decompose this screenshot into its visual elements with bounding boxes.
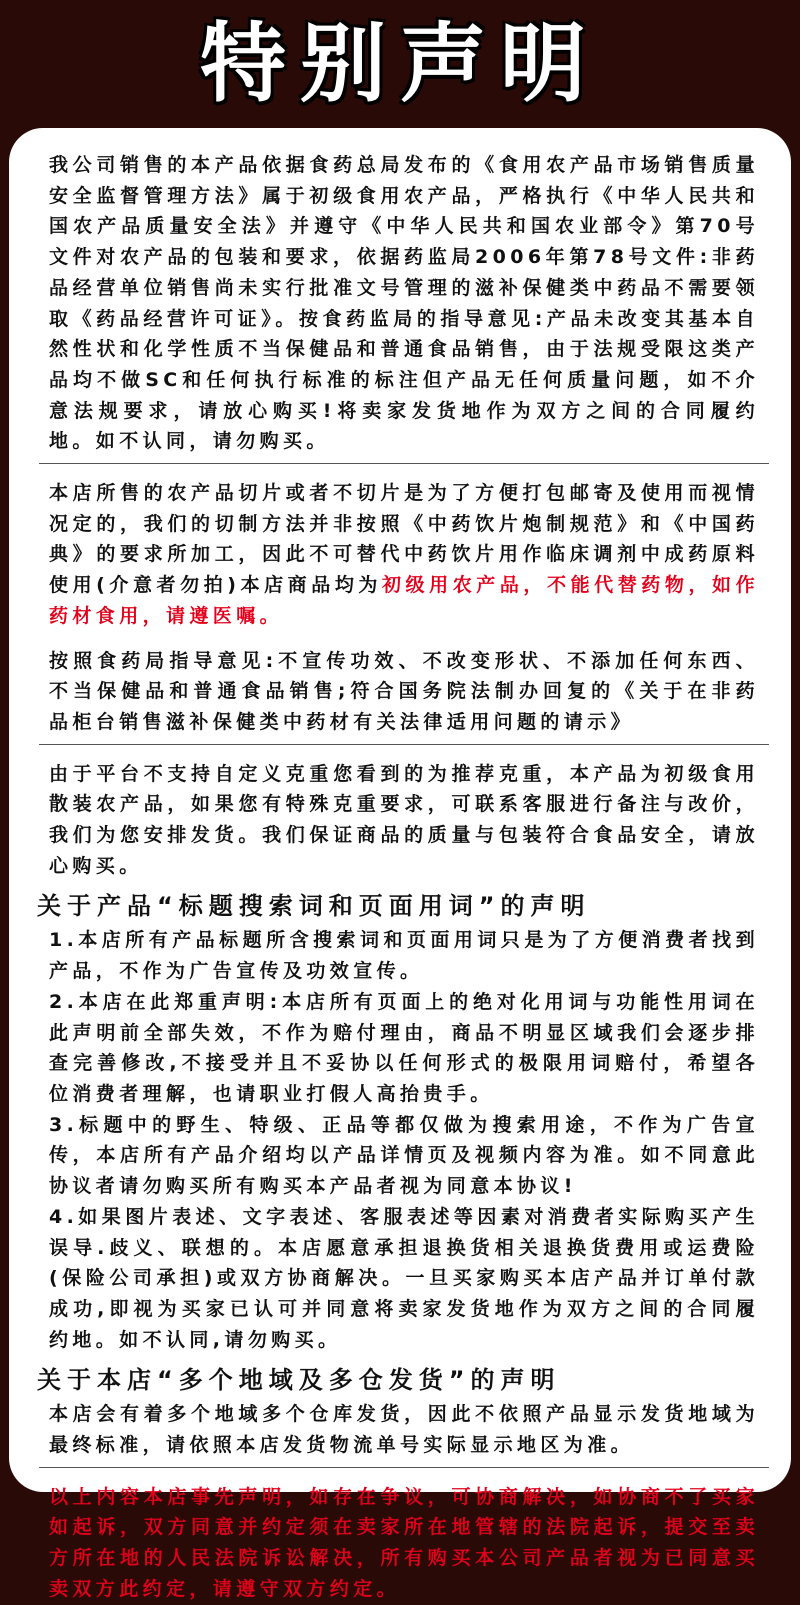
- section-heading-2: 关于本店“多个地域及多仓发货”的声明: [37, 1366, 561, 1395]
- spacer: [49, 632, 759, 646]
- statement-paragraph-1: 我公司销售的本产品依据食药总局发布的《食用农产品市场销售质量安全监督管理方法》属于初级食用农产品，严格执行《中华人民共和国农产品质量安全法》并遵守《中华人民共和国农业部令》第70号文件对农产品的包装和要求，依据药监局2006年第78号文件:非药品经营单位销售尚未实行批准文号管理的滋补保健类中药品不需要领取《药品经营许可证》。按食药监局的指导意见:产品未改变其基本自然性状和化学性质不当保健品和普通食品销售，由于法规受限这类产品均不做SC和任何执行标准的标注但产品无任何质量问题，如不介意法规要求，请放心购买!将卖家发货地作为双方之间的合同履约地。如不认同，请勿购买。: [49, 154, 759, 453]
- list-item-4: 4.如果图片表述、文字表述、客服表述等因素对消费者实际购买产生误导.歧义、联想的。本店愿意承担退换货相关退换货费用或运费险(保险公司承担)或双方协商解决。一旦买家购买本店产品并订单付款成功,即视为买家已认可并同意将卖家发货地作为双方之间的合同履约地。如不认同,请勿购买。: [49, 1205, 759, 1351]
- section-heading-1: 关于产品“标题搜索词和页面用词”的声明: [37, 892, 591, 921]
- statement-paragraph-3: 按照食药局指导意见:不宣传功效、不改变形状、不添加任何东西、不当保健品和普通食品销售;符合国务院法制办回复的《关于在非药品柜台销售滋补保健类中药材有关法律适用问题的请示》: [49, 649, 759, 733]
- paragraph-2-text: 本店所售的农产品切片或者不切片是为了方便打包邮寄及使用而视情况定的，我们的切制方法并非按照《中药饮片炮制规范》和《中国药典》的要求所加工，因此不可替代中药饮片用作临床调剂中成药原料使用(介意者勿拍)本店商品均为: [49, 482, 759, 597]
- list-item-3: 3.标题中的野生、特级、正品等都仅做为搜索用途，不作为广告宣传，本店所有产品介绍均以产品详情页及视频内容为准。如不同意此协议者请勿购买所有购买本产品者视为同意本协议!: [49, 1113, 759, 1198]
- divider: [39, 1467, 769, 1468]
- statement-card: [9, 128, 791, 1600]
- divider: [39, 463, 769, 464]
- paragraph-2-red-text: 初级用农产品，不能代替药物，如作药材食用，请遵医嘱。: [49, 574, 759, 627]
- list-item-2: 2.本店在此郑重声明:本店所有页面上的绝对化用词与功能性用词在此声明前全部失效，不作为赔付理由，商品不明显区域我们会逐步排查完善修改,不接受并且不妥协以任何形式的极限用词赔付，希望各位消费者理解，也请职业打假人高抬贵手。: [49, 990, 759, 1105]
- statement-paragraph-6: 以上内容本店事先声明，如存在争议，可协商解决，如协商不了买家如起诉，双方同意并约定须在卖家所在地管辖的法院起诉，提交至卖方所在地的人民法院诉讼解决，所有购买本公司产品者视为已同意买卖双方此约定，请遵守双方约定。: [49, 1485, 759, 1600]
- divider: [39, 744, 769, 745]
- list-item-1: 1.本店所有产品标题所含搜索词和页面用词只是为了方便消费者找到产品，不作为广告宣传及功效宣传。: [49, 929, 759, 983]
- statement-paragraph-5: 本店会有着多个地域多个仓库发货，因此不依照产品显示发货地域为最终标准，请依照本店发货物流单号实际显示地区为准。: [49, 1403, 759, 1457]
- page-title: 特别声明: [200, 14, 600, 114]
- statement-paragraph-2: [49, 478, 759, 632]
- statement-paragraph-4: 由于平台不支持自定义克重您看到的为推荐克重，本产品为初级食用散装农产品，如果您有特殊克重要求，可联系客服进行备注与改价，我们为您安排发货。我们保证商品的质量与包装符合食品安全，请放心购买。: [49, 762, 759, 877]
